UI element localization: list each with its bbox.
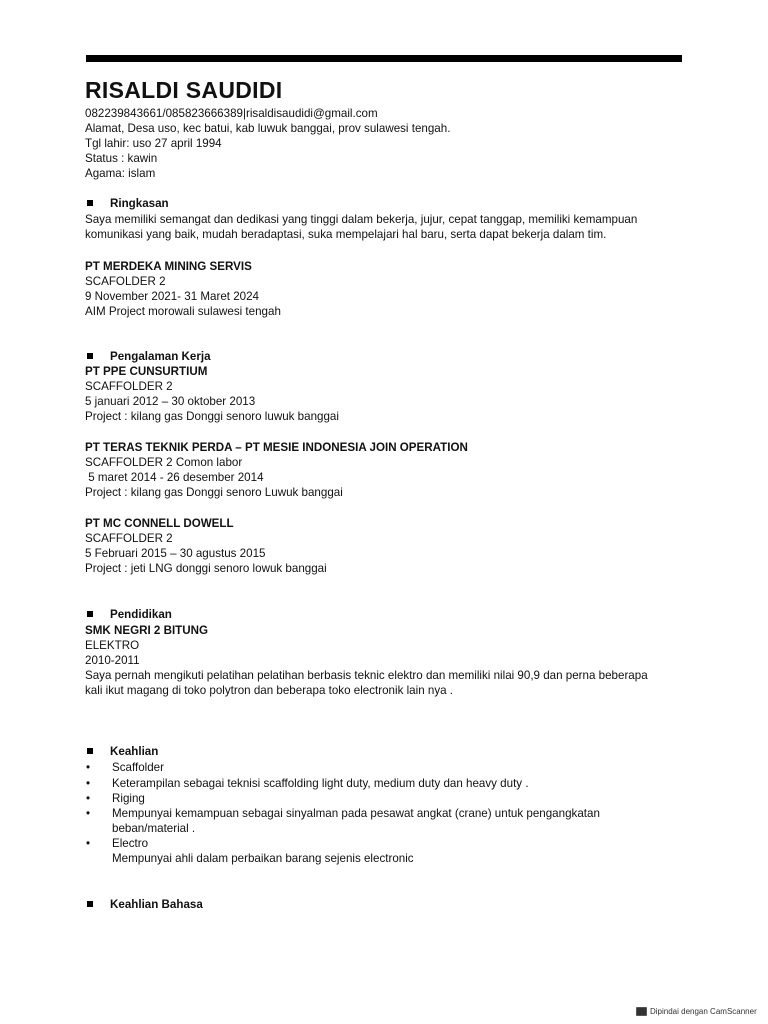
- bullet-icon: •: [86, 837, 91, 850]
- bullet-icon: •: [86, 807, 91, 820]
- contact-phone-email: 082239843661/085823666389|risaldisaudidi@gmail.com: [85, 107, 378, 120]
- education-years: 2010-2011: [85, 654, 140, 667]
- job-company: PT MERDEKA MINING SERVIS: [85, 260, 252, 273]
- skills-heading: Keahlian: [85, 744, 158, 759]
- summary-line-1: Saya memiliki semangat dan dedikasi yang tinggi dalam bekerja, jujur, cepat tanggap, memiliki kemampuan: [85, 213, 638, 226]
- job-role: SCAFFOLDER 2: [85, 380, 173, 393]
- job-role: SCAFOLDER 2: [85, 275, 166, 288]
- skill-item: Electro: [112, 837, 149, 850]
- candidate-name: RISALDI SAUDIDI: [85, 77, 283, 103]
- education-heading: Pendidikan: [85, 607, 172, 622]
- education-line-2: kali ikut magang di toko polytron dan beberapa toko electronik lain nya .: [85, 684, 454, 697]
- contact-address: Alamat, Desa uso, kec batui, kab luwuk banggai, prov sulawesi tengah.: [85, 122, 451, 135]
- job-role: SCAFFOLDER 2 Comon labor: [85, 456, 243, 469]
- job-project: Project : jeti LNG donggi senoro lowuk banggai: [85, 562, 327, 575]
- summary-line-2: komunikasi yang baik, mudah beradaptasi, suka mempelajari hal baru, serta dapat bekerja dalam tim.: [85, 228, 607, 241]
- summary-heading: Ringkasan: [85, 196, 169, 211]
- job-period: 5 Februari 2015 – 30 agustus 2015: [85, 547, 266, 560]
- square-bullet-icon: [87, 748, 93, 754]
- experience-heading: Pengalaman Kerja: [85, 349, 211, 364]
- bullet-icon: •: [86, 792, 91, 805]
- job-period: 9 November 2021- 31 Maret 2024: [85, 290, 260, 303]
- camscanner-icon: [636, 1007, 647, 1016]
- job-company: PT TERAS TEKNIK PERDA – PT MESIE INDONESIA JOIN OPERATION: [85, 441, 468, 454]
- contact-birth: Tgl lahir: uso 27 april 1994: [85, 137, 222, 150]
- square-bullet-icon: [87, 611, 93, 617]
- contact-status: Status : kawin: [85, 152, 158, 165]
- header-rule: [86, 55, 682, 62]
- job-project: Project : kilang gas Donggi senoro luwuk banggai: [85, 410, 339, 423]
- languages-heading: Keahlian Bahasa: [85, 897, 203, 912]
- contact-religion: Agama: islam: [85, 167, 156, 180]
- job-period: 5 januari 2012 – 30 oktober 2013: [85, 395, 256, 408]
- job-project: AIM Project morowali sulawesi tengah: [85, 305, 281, 318]
- skill-item: Riging: [112, 792, 145, 805]
- camscanner-watermark: Dipindai dengan CamScanner: [636, 1007, 757, 1016]
- skill-item: Scaffolder: [112, 761, 164, 774]
- job-company: PT PPE CUNSURTIUM: [85, 365, 208, 378]
- job-project: Project : kilang gas Donggi senoro Luwuk banggai: [85, 486, 343, 499]
- job-company: PT MC CONNELL DOWELL: [85, 517, 234, 530]
- square-bullet-icon: [87, 200, 93, 206]
- education-major: ELEKTRO: [85, 639, 140, 652]
- job-role: SCAFFOLDER 2: [85, 532, 173, 545]
- skill-item-continuation: beban/material .: [112, 822, 196, 835]
- skill-item-continuation: Mempunyai ahli dalam perbaikan barang sejenis electronic: [112, 852, 414, 865]
- education-school: SMK NEGRI 2 BITUNG: [85, 624, 209, 637]
- skill-item: Keterampilan sebagai teknisi scaffolding light duty, medium duty dan heavy duty .: [112, 777, 529, 790]
- square-bullet-icon: [87, 901, 93, 907]
- job-period: 5 maret 2014 - 26 desember 2014: [85, 471, 264, 484]
- skill-item: Mempunyai kemampuan sebagai sinyalman pada pesawat angkat (crane) untuk pengangkatan: [112, 807, 600, 820]
- square-bullet-icon: [87, 353, 93, 359]
- education-line-1: Saya pernah mengikuti pelatihan pelatihan berbasis teknic elektro dan memiliki nilai 90,9 dan perna beberapa: [85, 669, 648, 682]
- bullet-icon: •: [86, 777, 91, 790]
- bullet-icon: •: [86, 761, 91, 774]
